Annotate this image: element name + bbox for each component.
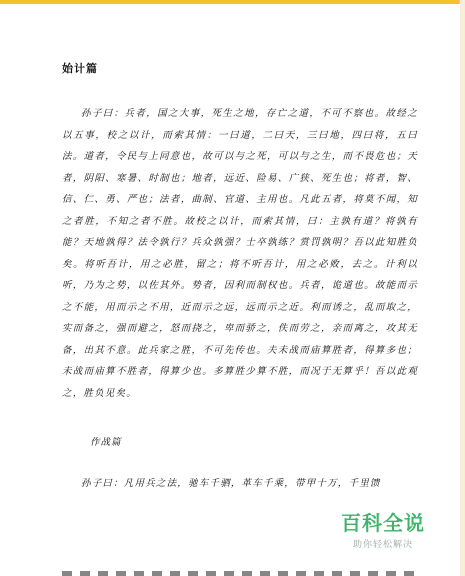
- watermark-slogan: 助你轻松解决: [352, 540, 413, 550]
- chapter-title: 始计篇: [62, 62, 98, 75]
- next-chapter-paragraph: 孙子曰：凡用兵之法，驰车千驷，革车千乘，带甲十万，千里馈: [81, 478, 381, 489]
- cropped-text-line: [62, 571, 418, 576]
- watermark-title: 百科全说: [341, 511, 425, 535]
- document-body: [62, 60, 418, 495]
- watermark-logo: [341, 507, 425, 550]
- chapter-paragraph: 孙子曰：兵者，国之大事，死生之地，存亡之道，不可不察也。故经之以五事，校之以计，而索其情：一曰道，二曰天，三曰地，四曰将，五曰法。道者，令民与上同意也，故可以与之死，可以与之生，而不畏危也；天者，阴阳、寒暑、时制也；地者，远近、险易、广狭、死生也；将者，智、信、仁、勇、严也；法者，曲制、官道、主用也。凡此五者，将莫不闻，知之者胜，不知之者不胜。故校之以计，而索其情，曰：主孰有道？将孰有能？天地孰得？法令孰行？兵众孰强？士卒孰练？赏罚孰明？吾以此知胜负矣。将听吾计，用之必胜，留之；将不听吾计，用之必败，去之。计利以听，乃为之势，以佐其外。势者，因利而制权也。兵者，诡道也。故能而示之不能，用而示之不用，近而示之远，远而示之近。利而诱之，乱而取之，实而备之，强而避之，怒而挠之，卑而骄之，佚而劳之，亲而离之，攻其无备，出其不意。此兵家之胜，不可先传也。夫未战而庙算胜者，得算多也；未战而庙算不胜者，得算少也。多算胜少算不胜，而况于无算乎！吾以此观之，胜负见矣。: [62, 108, 418, 399]
- next-chapter-title: 作战篇: [90, 437, 122, 448]
